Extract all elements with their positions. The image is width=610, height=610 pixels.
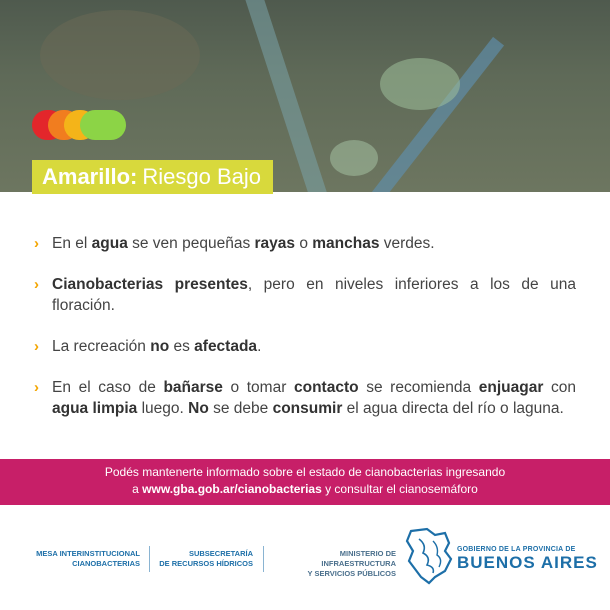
banner-line-2: a www.gba.gob.ar/cianobacterias y consultar el cianosemáforo — [132, 482, 478, 496]
government-logo-text: GOBIERNO DE LA PROVINCIA DE BUENOS AIRES — [457, 546, 598, 572]
info-banner — [0, 459, 610, 505]
cianosemaforo-indicator — [32, 110, 126, 140]
footer-divider — [149, 546, 150, 572]
info-list — [34, 233, 576, 439]
cianobacterias-link[interactable]: www.gba.gob.ar/cianobacterias — [142, 482, 322, 496]
subsecretaria-label: SUBSECRETARÍA DE RECURSOS HÍDRICOS — [159, 549, 253, 568]
risk-level-label: Riesgo Bajo — [142, 164, 261, 189]
footer — [0, 505, 610, 610]
list-item: › En el caso de bañarse o tomar contacto se recomienda enjuagar con agua limpia luego. No se debe consumir el agua directa del río o laguna. — [34, 379, 576, 417]
list-item: › En el agua se ven pequeñas rayas o manchas verdes. — [34, 235, 435, 252]
list-item: › La recreación no es afectada. — [34, 338, 262, 355]
list-item: › Cianobacterias presentes, pero en niveles inferiores a los de una floración. — [34, 276, 576, 314]
ministerio-label: MINISTERIO DE INFRAESTRUCTURA Y SERVICIOS PÚBLICOS — [307, 549, 396, 578]
footer-divider — [263, 546, 264, 572]
chevron-right-icon: › — [34, 276, 39, 293]
mesa-label: MESA INTERINSTITUCIONAL CIANOBACTERIAS — [36, 549, 140, 568]
risk-color-label: Amarillo: — [42, 164, 138, 189]
chevron-right-icon: › — [34, 379, 39, 396]
province-map-logo — [405, 527, 453, 585]
semaphore-green — [80, 110, 126, 140]
chevron-right-icon: › — [34, 338, 39, 355]
risk-level-title — [32, 160, 273, 194]
banner-line-1: Podés mantenerte informado sobre el estado de cianobacterias ingresando — [104, 465, 506, 479]
chevron-right-icon: › — [34, 235, 39, 252]
